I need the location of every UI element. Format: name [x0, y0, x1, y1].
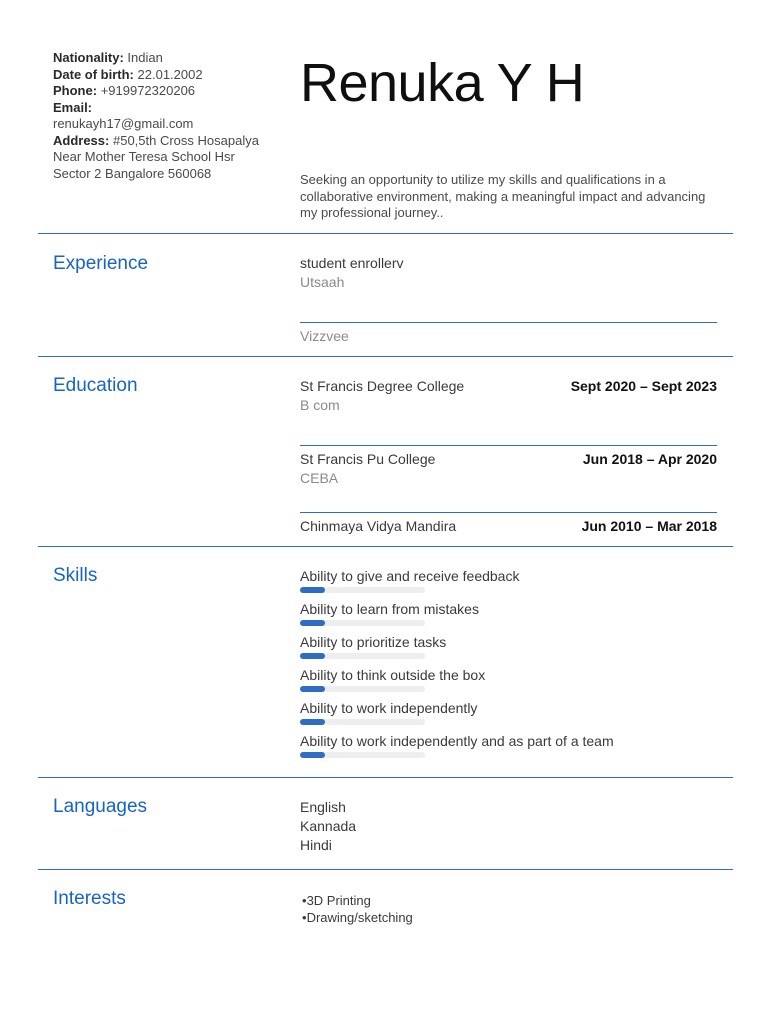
- education-school: St Francis Degree College: [300, 378, 465, 394]
- skill-label: Ability to give and receive feedback: [300, 568, 520, 584]
- skill-item: [300, 666, 700, 692]
- email-value[interactable]: renukayh17@gmail.com: [53, 116, 194, 131]
- interest-item: • Drawing/sketching: [302, 910, 413, 927]
- languages-heading: Languages: [53, 796, 148, 817]
- section-divider: [38, 777, 733, 778]
- interest-list: [302, 893, 413, 926]
- interest-item: • 3D Printing: [302, 893, 413, 910]
- skill-bar: [300, 686, 425, 692]
- experience-role: student enrollerv: [300, 255, 404, 271]
- language-item: Kannada: [300, 818, 357, 834]
- skill-bar: [300, 587, 425, 593]
- section-divider: [38, 233, 733, 234]
- address-row: [53, 133, 263, 183]
- skill-bar-fill: [300, 752, 325, 758]
- education-school: St Francis Pu College: [300, 451, 436, 467]
- skill-label: Ability to work independently and as part of a team: [300, 733, 614, 749]
- language-list: [300, 798, 356, 855]
- skill-item: [300, 633, 700, 659]
- education-school: Chinmaya Vidya Mandira: [300, 518, 457, 534]
- education-dates: Jun 2018 – Apr 2020: [582, 451, 717, 467]
- item-divider: [300, 445, 717, 446]
- education-degree: CEBA: [300, 470, 339, 486]
- skill-item: [300, 699, 700, 725]
- skill-bar: [300, 620, 425, 626]
- nationality-row: [53, 50, 263, 67]
- skill-bar: [300, 719, 425, 725]
- experience-heading: Experience: [53, 253, 149, 274]
- language-item: English: [300, 799, 346, 815]
- skill-item: [300, 567, 700, 593]
- education-dates: Sept 2020 – Sept 2023: [570, 378, 717, 394]
- skill-bar-fill: [300, 686, 325, 692]
- candidate-name: Renuka Y H: [300, 53, 585, 113]
- skill-label: Ability to prioritize tasks: [300, 634, 447, 650]
- education-degree: B com: [300, 397, 340, 413]
- skill-bar-fill: [300, 620, 325, 626]
- item-divider: [300, 512, 717, 513]
- skill-bar-fill: [300, 653, 325, 659]
- section-divider: [38, 869, 733, 870]
- email-label-row: [53, 100, 263, 117]
- skill-label: Ability to learn from mistakes: [300, 601, 479, 617]
- skills-heading: Skills: [53, 565, 98, 586]
- experience-company: Utsaah: [300, 274, 345, 290]
- nationality-value: Indian: [127, 50, 163, 65]
- education-heading: Education: [53, 375, 138, 396]
- phone-row: [53, 83, 263, 100]
- address-value: #50,5th Cross Hosapalya Near Mother Teresa School Hsr Sector 2 Bangalore 560068: [53, 132, 259, 181]
- interests-heading: Interests: [53, 888, 126, 909]
- skill-item: [300, 732, 700, 758]
- item-divider: [300, 322, 717, 323]
- skill-label: Ability to work independently: [300, 700, 478, 716]
- skill-label: Ability to think outside the box: [300, 667, 486, 683]
- contact-info: [53, 50, 263, 182]
- skill-bar-fill: [300, 587, 325, 593]
- experience-company: Vizzvee: [300, 328, 349, 344]
- nationality-label: Nationality:: [53, 50, 124, 65]
- skill-item: [300, 600, 700, 626]
- skill-bar: [300, 752, 425, 758]
- phone-label: Phone:: [53, 83, 98, 98]
- skill-bar: [300, 653, 425, 659]
- profile-summary: Seeking an opportunity to utilize my skills and qualifications in a collaborative environment, making a meaningful impact and advancing my professional journey..: [300, 172, 706, 220]
- dob-value: 22.01.2002: [137, 66, 203, 82]
- education-dates: Jun 2010 – Mar 2018: [581, 518, 717, 534]
- section-divider: [38, 546, 733, 547]
- dob-label: Date of birth:: [53, 66, 134, 82]
- phone-value: +919972320206: [100, 83, 196, 98]
- skill-bar-fill: [300, 719, 325, 725]
- dob-row: [53, 67, 263, 84]
- email-label: Email:: [53, 99, 93, 115]
- language-item: Hindi: [300, 837, 332, 853]
- address-label: Address:: [53, 132, 110, 148]
- section-divider: [38, 356, 733, 357]
